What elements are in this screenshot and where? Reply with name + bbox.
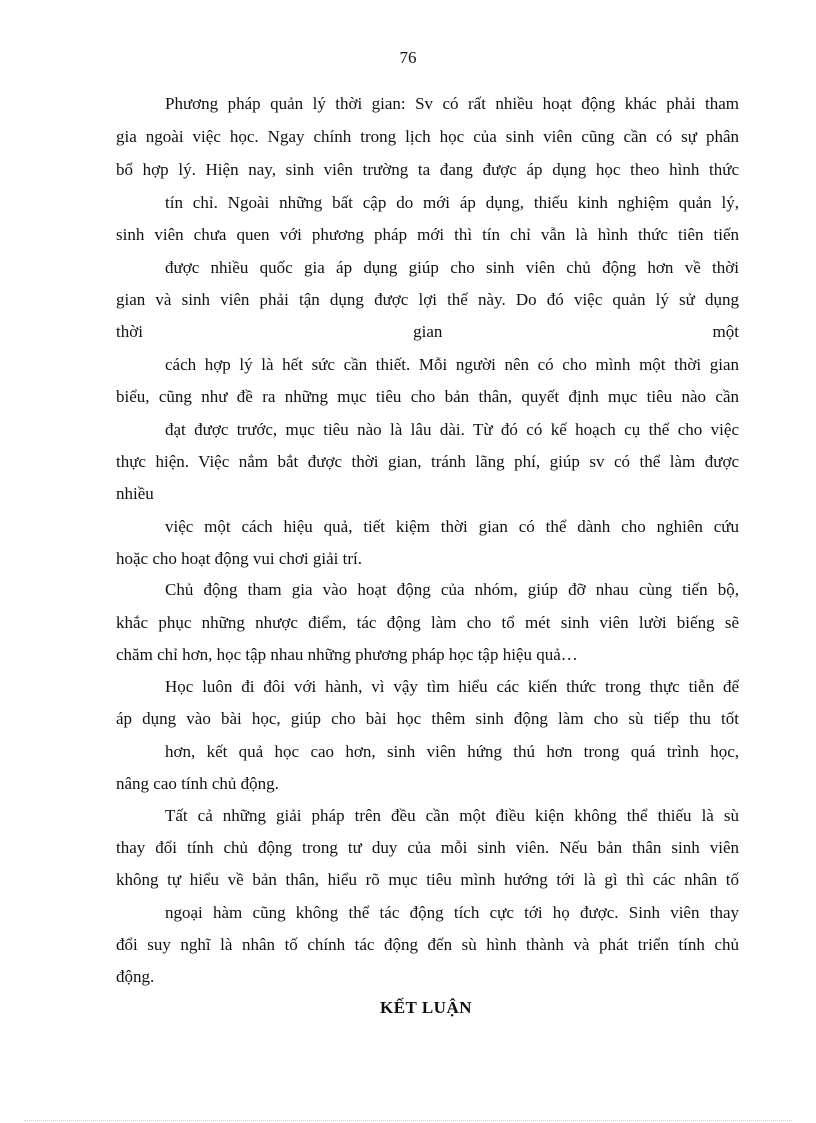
text-line: áp dụng vào bài học, giúp cho bài học thêm sinh động làm cho sù tiếp thu tốt (116, 709, 739, 728)
text-line: việc một cách hiệu quả, tiết kiệm thời gian có thể dành cho nghiên cứu (165, 517, 739, 536)
text-line: Chủ động tham gia vào hoạt động của nhóm, giúp đỡ nhau cùng tiến bộ, (165, 580, 739, 599)
page-number: 76 (399, 48, 417, 67)
text-line: đạt được trước, mục tiêu nào là lâu dài. Từ đó có kế hoạch cụ thể cho việc (165, 420, 739, 439)
text-line: ngoại hàm cũng không thể tác động tích cực tới họ được. Sinh viên thay (165, 903, 739, 922)
text-line: không tự hiểu về bản thân, hiểu rõ mục tiêu mình hướng tới là gì thì các nhân tố (116, 870, 739, 889)
text-line: Học luôn đi đôi với hành, vì vậy tìm hiểu các kiến thức trong thực tiễn để (165, 677, 739, 696)
text-line: bổ hợp lý. Hiện nay, sinh viên trường ta đang được áp dụng học theo hình thức (116, 160, 739, 179)
text-line: cách hợp lý là hết sức cần thiết. Mỗi người nên có cho mình một thời gian (165, 355, 739, 374)
page-bottom-rule (24, 1120, 792, 1121)
text-line: sinh viên chưa quen với phương pháp mới thì tín chỉ vẫn là hình thức tiên tiến (116, 225, 739, 244)
text-line: hoặc cho hoạt động vui chơi giải trí. (116, 549, 362, 568)
text-line: thay đổi tính chủ động trong tư duy của mỗi sinh viên. Nếu bản thân sinh viên (116, 838, 739, 857)
text-line: được nhiều quốc gia áp dụng giúp cho sinh viên chủ động hơn về thời (165, 258, 739, 277)
text-line: Phương pháp quản lý thời gian: Sv có rất nhiều hoạt động khác phải tham (165, 94, 739, 113)
text-line: gia ngoài việc học. Ngay chính trong lịch học của sinh viên cũng cần có sự phân (116, 127, 739, 146)
text-line: biểu, cũng như đề ra những mục tiêu cho bản thân, quyết định mục tiêu nào cần (116, 387, 739, 406)
text-line: đổi suy nghĩ là nhân tố chính tác động đến sù hình thành và phát triển tính chủ (116, 935, 739, 954)
text-line: nhiều (116, 484, 154, 503)
text-line: Tất cả những giải pháp trên đều cần một điều kiện không thể thiếu là sù (165, 806, 739, 825)
text-line: nâng cao tính chủ động. (116, 774, 279, 793)
text-line: thời gian một (116, 322, 739, 341)
text-line: hơn, kết quả học cao hơn, sinh viên hứng thú hơn trong quá trình học, (165, 742, 739, 761)
text-line: chăm chỉ hơn, học tập nhau những phương pháp học tập hiệu quả… (116, 645, 578, 664)
text-line: khắc phục những nhược điểm, tác động làm cho tổ mét sinh viên lười biếng sẽ (116, 613, 739, 632)
section-heading: KẾT LUẬN (379, 998, 472, 1017)
text-line: động. (116, 967, 155, 986)
text-line: tín chỉ. Ngoài những bất cập do mới áp dụng, thiếu kinh nghiệm quản lý, (165, 193, 739, 212)
text-line: gian và sinh viên phải tận dụng được lợi thế này. Do đó việc quản lý sử dụng (116, 290, 739, 309)
text-line: thực hiện. Việc nắm bắt được thời gian, tránh lãng phí, giúp sv có thể làm được (116, 452, 739, 471)
